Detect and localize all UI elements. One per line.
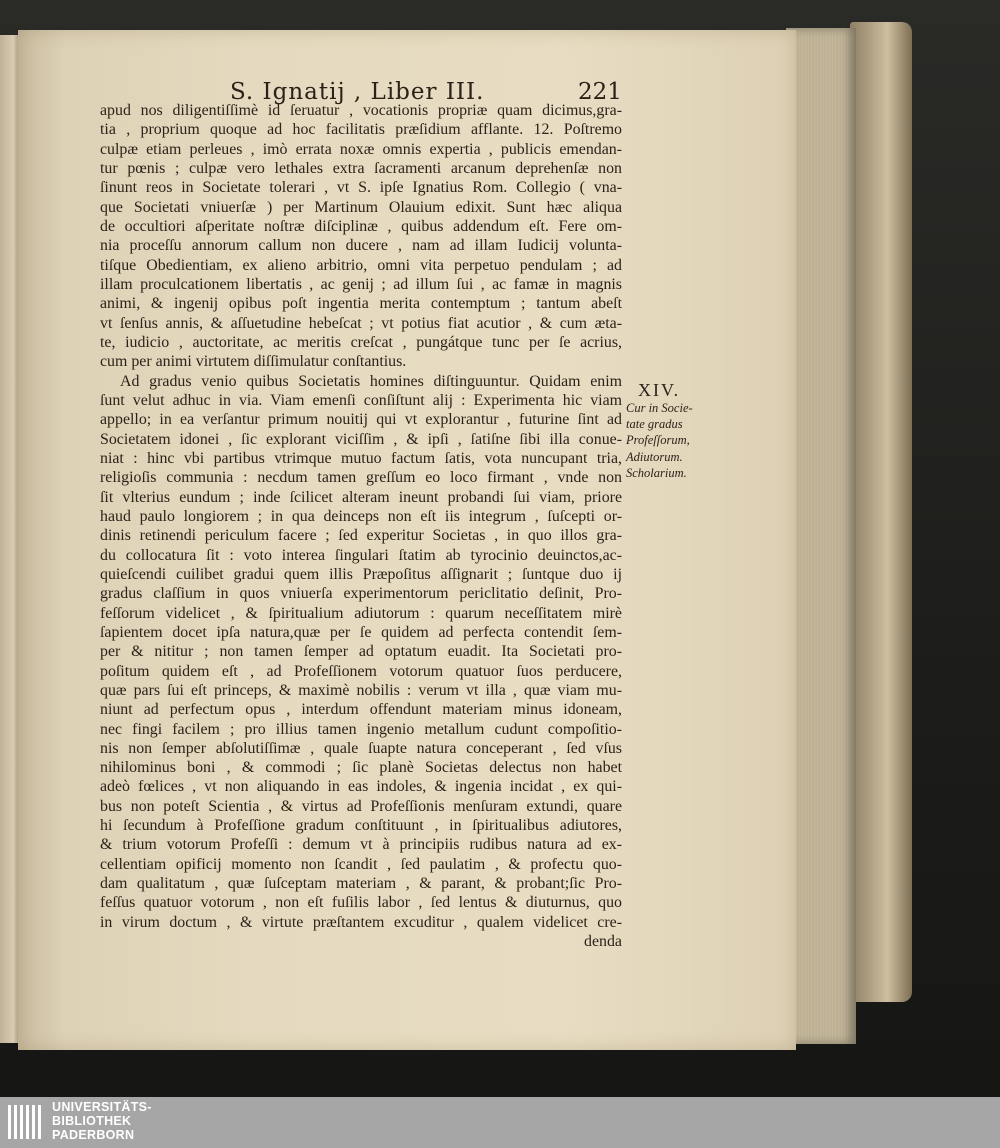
text-line: vt ſenſus annis, & aſſuetudine hebeſcat ; vt potius fiat acutior , & cum æta- [100,314,622,332]
text-line: du collocatura ſit : voto interea ſingulari ſtatim ab tyrocinio deuinctos,ac- [100,546,622,564]
text-line: Ad gradus venio quibus Societatis homines diſtinguuntur. Quidam enim [120,372,622,390]
institution-name-line: BIBLIOTHEK [52,1114,132,1128]
text-line: in virum doctum , & virtute præſtantem excuditur , qualem videlicet cre- [100,913,622,931]
text-line: nia proceſſu annorum callum non ducere , nam ad illam Iudicij volunta- [100,237,622,255]
text-line: ſunt velut adhuc in via. Viam emenſi conſiſtunt alij : Experimenta hic viam [100,391,622,409]
text-line: ſinunt reos in Societate tolerari , vt S. ipſe Ignatius Rom. Collegio ( vna- [100,179,622,197]
text-line: nec fingi facilem ; pro illius tamen ingenio metallum cudunt compoſitio- [100,720,622,738]
digitization-footer [0,1097,1000,1148]
running-head-title: S. Ignatij , Liber III. [230,79,485,105]
text-line: dinis retinendi periculum facere ; ſed experitur Societas , in quo illos gra- [100,527,622,545]
text-line: nis non ſemper abſolutiſſimæ , quale ſuapte natura conceperant , ſed vſus [100,739,622,757]
book-cover-board [850,22,912,1002]
text-line: culpæ etiam perleues , imò errata noxæ omnis expertia , publicis emendan- [100,140,622,158]
text-line: apud nos diligentiſſimè id ſeruatur , vocationis propriæ quam dicimus,gra- [100,102,622,119]
text-line: cellentiam opificij momento non ſcandit , ſed paulatim , & profectu quo- [100,855,622,873]
marginal-note-line: Profeſſorum, [626,433,690,448]
marginal-section-number: XIV. [638,380,681,400]
text-line: niat : hinc vbi partibus vtrimque mutuo factum ſatis, vota nuncupant tria, [100,449,622,467]
text-line: dam qualitatum , quæ ſuſceptam materiam , & parant, & probant;ſic Pro- [100,875,622,893]
body-text [100,101,622,951]
institution-name-line: UNIVERSITÄTS- [52,1100,152,1114]
marginal-note-line: Scholarium. [626,465,687,480]
text-line: nihilominus boni , & commodi ; ſic planè Societas delectus non habet [100,759,622,777]
text-line: cum per animi virtutem diſſimulatur conſtantius. [100,353,407,371]
text-line: tiſque Obedientiam, ex alieno arbitrio, omni vita perpetuo pendulam ; ad [100,256,622,274]
marginal-note [626,380,716,481]
text-line: que Societati vniuerſæ ) per Martinum Olauium edixit. Sunt hæc aliqua [100,198,622,216]
text-line: adeò fœlices , vt non aliquando in eas indoles, & ingenia incidat , ex qui- [100,778,622,796]
text-line: niunt ad perfectum opus , interdum offendunt materiam minus idoneam, [100,701,622,719]
text-line: haud paulo longiorem ; in qua deinceps non eſt iis integrum , ſuſcepti or- [100,507,622,525]
marginal-note-lines [626,400,716,481]
text-line: poſitum quidem eſt , ad Profeſſionem votorum quatuor ſuos perducere, [100,662,622,680]
text-line: bus non poteſt Scientia , & virtus ad Profeſſionis menſuram extundi, quare [100,797,622,815]
text-line: appello; in ea verſantur primum nouitij qui vt explorantur , futurine ſint ad [100,411,622,429]
text-line: feſſus quatuor votorum , non eſt fuſilis labor , ſed lentus & diuturnus, quo [100,894,622,912]
marginal-note-line: Cur in Socie- [626,401,693,415]
marginal-note-line: Adiutorum. [626,449,683,464]
text-line: illam proculcationem libertatis , ac genij ; ad illum ſui , ac famæ in magnis [100,275,622,293]
text-line: hi ſecundum à Profeſſione gradum conſtituunt , in ſpiritualibus adiutores, [100,817,622,835]
text-line: Societatem idonei , ſic explorant viciſſim , & ipſi , ſatiſne ſibi illa conue- [100,430,622,448]
library-columns-icon [6,1101,48,1143]
text-line: de occultiori aſperitate noſtræ diſciplinæ , quibus addendum eſt. Fere om- [100,217,622,235]
page-block-edges [786,28,856,1044]
text-line: te, iudicio , auctoritate, ac meritis creſcat , pungátque tunc per ſe acrius, [100,333,622,351]
institution-name-line: PADERBORN [52,1128,135,1142]
text-line: & trium votorum Profeſſi : demum vt à principiis rudibus natura ad ex- [100,836,622,854]
text-line: gradus claſſium in quos vniuerſa experimentorum periclitatio deſinit, Pro- [100,585,622,603]
text-line: tia , proprium quoque ad hoc facilitatis præſidium afflante. 12. Poſtremo [100,121,622,139]
text-line: tur pœnis ; culpæ vero lethales extra ſacramenti arcanum deprehenſæ non [100,159,622,177]
text-line: denda [584,933,622,951]
text-line: feſſorum videlicet , & ſpiritualium adiutorum : quarum neceſſitatem mirè [100,604,622,622]
text-line: ſit vlterius eundum ; inde ſcilicet alteram ineunt probandi ſui viam, priore [100,488,622,506]
text-line: ſapientem docet ipſa natura,quæ per ſe quidem ad perfecta contendit ſem- [100,623,622,641]
marginal-note-line: tate gradus [626,417,683,432]
page-number: 221 [578,79,622,105]
institution-name [52,1100,152,1142]
text-line: quæ pars ſui eſt princeps, & maximè nobilis : verum vt illa , quæ viam mu- [100,681,622,699]
text-line: religioſis communia : necdum tamen greſſum eo loco firmant , vnde non [100,469,622,487]
text-line: animi, & ingenij opibus poſt ingentia merita contemptum ; tantum abeſt [100,295,622,313]
text-line: per & nititur ; non tamen ſemper ad optatum euadit. Ita Societati pro- [100,643,622,661]
text-line: quieſcendi cuilibet gradui quem illis Præpoſitus aſſignarit ; ſuntque duo ij [100,565,622,583]
